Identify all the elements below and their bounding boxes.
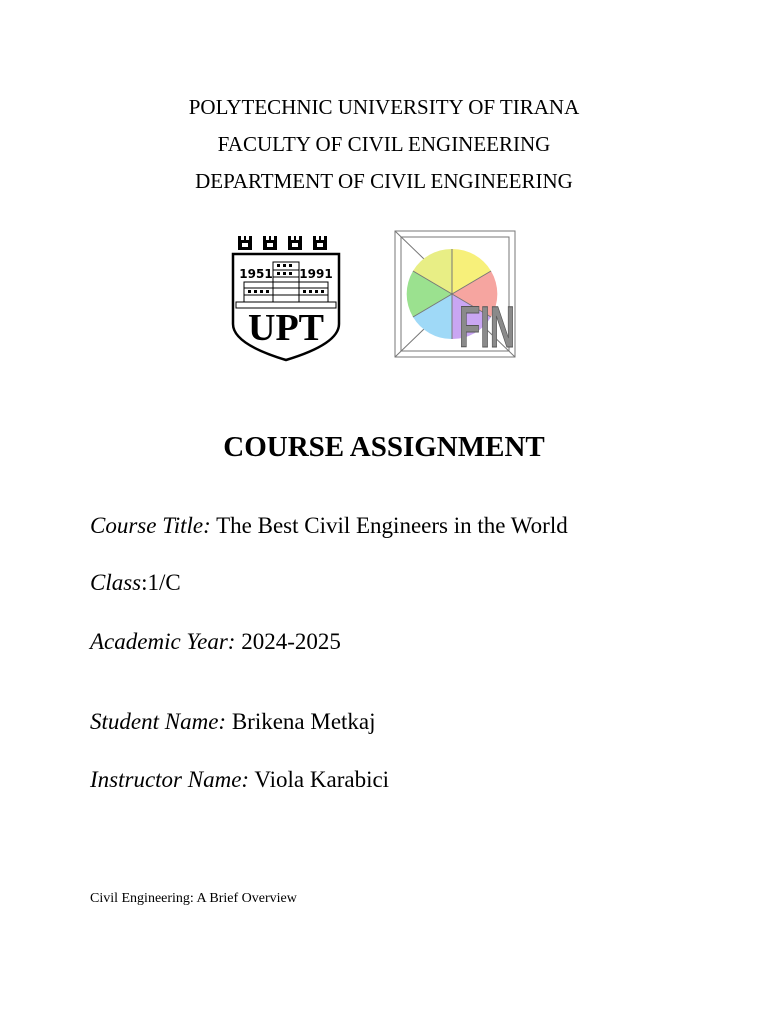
instructor-name-field <box>90 766 389 794</box>
department-name: DEPARTMENT OF CIVIL ENGINEERING <box>195 169 573 193</box>
fin-logo <box>394 229 518 359</box>
footer-note: Civil Engineering: A Brief Overview <box>90 891 297 906</box>
instructor-name-value: Viola Karabici <box>249 767 390 792</box>
academic-year-value: 2024-2025 <box>235 629 341 654</box>
university-name: POLYTECHNIC UNIVERSITY OF TIRANA <box>188 95 580 119</box>
academic-year-field <box>90 628 341 656</box>
upt-logo <box>230 232 342 362</box>
upt-logo-text: UPT <box>248 307 324 349</box>
course-title-label: Course Title: <box>90 513 211 538</box>
student-name-value: Brikena Metkaj <box>226 709 376 734</box>
fin-logo-text: FIN <box>459 295 515 360</box>
document-title: COURSE ASSIGNMENT <box>223 431 545 463</box>
student-name-label: Student Name: <box>90 709 227 734</box>
class-value: :1/C <box>141 570 181 595</box>
upt-year-left: 1951 <box>239 267 273 281</box>
class-field <box>90 569 181 597</box>
student-name-field <box>90 708 376 736</box>
faculty-name: FACULTY OF CIVIL ENGINEERING <box>217 132 551 156</box>
class-label: Class <box>90 570 142 595</box>
upt-year-right: 1991 <box>299 267 333 281</box>
academic-year-label: Academic Year: <box>90 629 236 654</box>
course-title-field <box>90 512 568 540</box>
instructor-name-label: Instructor Name: <box>90 767 250 792</box>
course-title-value: The Best Civil Engineers in the World <box>210 513 568 538</box>
